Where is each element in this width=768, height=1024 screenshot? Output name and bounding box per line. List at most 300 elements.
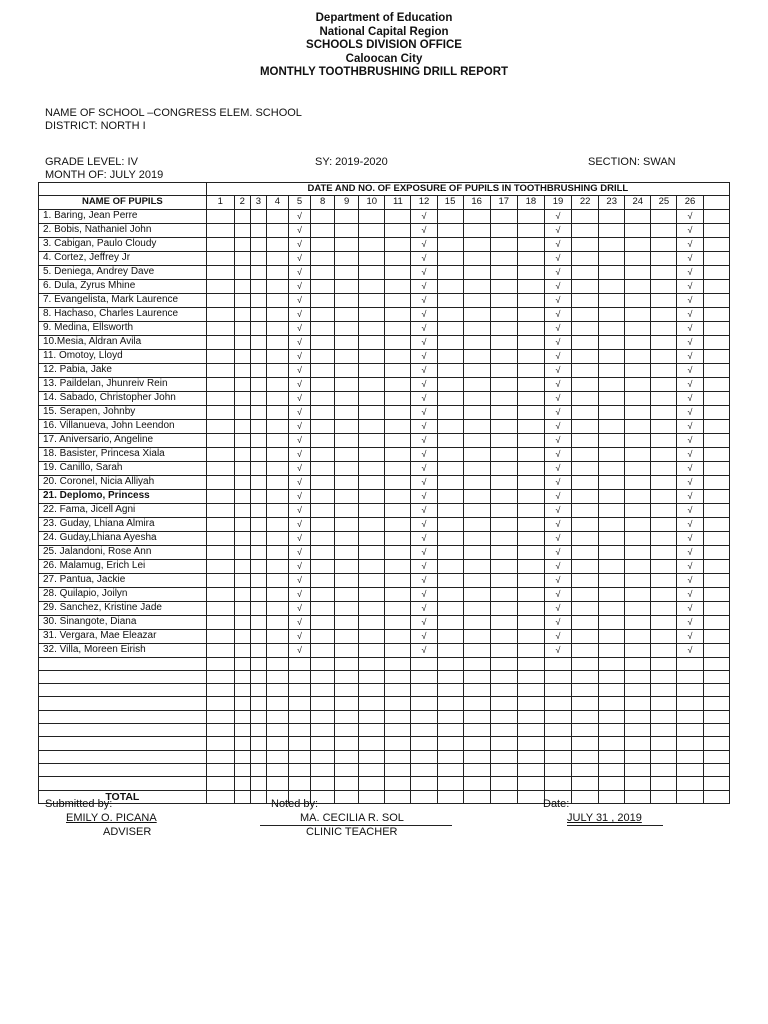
attendance-cell <box>625 419 651 433</box>
attendance-cell <box>544 265 571 279</box>
attendance-cell <box>266 293 288 307</box>
attendance-cell <box>250 447 266 461</box>
attendance-cell <box>677 405 703 419</box>
attendance-cell <box>266 517 288 531</box>
attendance-cell <box>266 724 288 737</box>
attendance-cell <box>250 545 266 559</box>
attendance-cell <box>411 279 437 293</box>
attendance-cell <box>651 615 677 629</box>
check-mark-icon: √ <box>421 546 427 557</box>
attendance-cell <box>463 321 490 335</box>
check-mark-icon: √ <box>555 308 561 319</box>
attendance-cell <box>335 573 359 587</box>
attendance-cell <box>206 503 234 517</box>
pupil-name: 29. Sanchez, Kristine Jade <box>39 601 207 615</box>
attendance-cell <box>288 321 310 335</box>
table-row <box>39 265 730 279</box>
attendance-cell <box>206 657 234 670</box>
attendance-cell <box>411 419 437 433</box>
attendance-cell <box>266 475 288 489</box>
attendance-cell <box>651 573 677 587</box>
attendance-cell <box>234 737 250 750</box>
attendance-cell <box>599 335 625 349</box>
attendance-cell <box>311 670 335 683</box>
pupil-name <box>39 777 207 790</box>
attendance-cell <box>266 615 288 629</box>
attendance-cell <box>677 517 703 531</box>
attendance-cell <box>651 237 677 251</box>
adviser-name: EMILY O. PICANA <box>66 812 157 824</box>
attendance-cell <box>517 710 544 723</box>
attendance-cell <box>359 447 385 461</box>
attendance-cell <box>206 790 234 803</box>
attendance-cell <box>703 391 729 405</box>
attendance-cell <box>234 790 250 803</box>
attendance-cell <box>490 710 517 723</box>
attendance-cell <box>677 724 703 737</box>
attendance-cell <box>311 391 335 405</box>
attendance-cell <box>572 587 599 601</box>
attendance-cell <box>572 737 599 750</box>
attendance-cell <box>234 447 250 461</box>
attendance-cell <box>250 265 266 279</box>
check-mark-icon: √ <box>555 546 561 557</box>
check-mark-icon: √ <box>555 560 561 571</box>
attendance-cell <box>250 601 266 615</box>
table-row <box>39 475 730 489</box>
attendance-cell <box>288 710 310 723</box>
attendance-cell <box>677 321 703 335</box>
attendance-cell <box>572 710 599 723</box>
attendance-cell <box>544 531 571 545</box>
attendance-cell <box>359 684 385 697</box>
pupil-name <box>39 657 207 670</box>
check-mark-icon: √ <box>555 518 561 529</box>
attendance-cell <box>437 293 463 307</box>
attendance-cell <box>677 377 703 391</box>
attendance-cell <box>572 601 599 615</box>
check-mark-icon: √ <box>687 392 693 403</box>
attendance-cell <box>572 559 599 573</box>
attendance-cell <box>490 419 517 433</box>
table-row <box>39 629 730 643</box>
check-mark-icon: √ <box>297 462 302 473</box>
attendance-cell <box>544 461 571 475</box>
attendance-cell <box>437 601 463 615</box>
attendance-cell <box>437 684 463 697</box>
attendance-cell <box>411 763 437 776</box>
attendance-cell <box>517 447 544 461</box>
check-mark-icon: √ <box>421 518 427 529</box>
attendance-cell <box>599 750 625 763</box>
attendance-cell <box>703 265 729 279</box>
attendance-cell <box>463 531 490 545</box>
attendance-cell <box>517 335 544 349</box>
check-mark-icon: √ <box>421 532 427 543</box>
table-row <box>39 405 730 419</box>
attendance-cell <box>437 710 463 723</box>
attendance-cell <box>677 489 703 503</box>
check-mark-icon: √ <box>555 644 561 655</box>
attendance-cell <box>411 307 437 321</box>
attendance-cell <box>599 697 625 710</box>
attendance-cell <box>677 209 703 223</box>
attendance-cell <box>411 405 437 419</box>
check-mark-icon: √ <box>555 336 561 347</box>
check-mark-icon: √ <box>421 434 427 445</box>
attendance-cell <box>544 643 571 657</box>
attendance-cell <box>311 363 335 377</box>
table-row <box>39 750 730 763</box>
attendance-cell <box>335 447 359 461</box>
attendance-cell <box>234 503 250 517</box>
attendance-cell <box>266 461 288 475</box>
attendance-cell <box>411 724 437 737</box>
attendance-cell <box>311 335 335 349</box>
attendance-cell <box>463 489 490 503</box>
attendance-cell <box>288 737 310 750</box>
attendance-cell <box>266 601 288 615</box>
attendance-cell <box>411 293 437 307</box>
attendance-cell <box>463 643 490 657</box>
attendance-cell <box>266 349 288 363</box>
attendance-cell <box>206 615 234 629</box>
attendance-cell <box>703 573 729 587</box>
attendance-cell <box>677 503 703 517</box>
check-mark-icon: √ <box>687 406 693 417</box>
attendance-cell <box>544 545 571 559</box>
attendance-cell <box>234 670 250 683</box>
attendance-cell <box>206 763 234 776</box>
attendance-cell <box>335 307 359 321</box>
attendance-cell <box>599 391 625 405</box>
attendance-cell <box>266 279 288 293</box>
attendance-cell <box>206 223 234 237</box>
check-mark-icon: √ <box>421 238 427 249</box>
attendance-cell <box>411 601 437 615</box>
attendance-cell <box>234 237 250 251</box>
attendance-cell <box>335 209 359 223</box>
check-mark-icon: √ <box>297 238 302 249</box>
attendance-cell <box>677 237 703 251</box>
attendance-cell <box>677 629 703 643</box>
attendance-cell <box>677 223 703 237</box>
attendance-cell <box>463 697 490 710</box>
pupil-name: 20. Coronel, Nicia Alliyah <box>39 475 207 489</box>
attendance-cell <box>544 209 571 223</box>
attendance-cell <box>463 559 490 573</box>
attendance-cell <box>517 321 544 335</box>
attendance-cell <box>599 790 625 803</box>
attendance-cell <box>490 697 517 710</box>
attendance-cell <box>250 559 266 573</box>
attendance-cell <box>517 433 544 447</box>
attendance-cell <box>490 573 517 587</box>
attendance-cell <box>651 475 677 489</box>
attendance-cell <box>385 447 411 461</box>
attendance-cell <box>359 405 385 419</box>
check-mark-icon: √ <box>555 420 561 431</box>
attendance-cell <box>599 223 625 237</box>
attendance-cell <box>335 724 359 737</box>
attendance-cell <box>335 545 359 559</box>
attendance-cell <box>335 710 359 723</box>
date-header: 19 <box>544 196 571 209</box>
attendance-cell <box>703 601 729 615</box>
attendance-cell <box>625 503 651 517</box>
attendance-cell <box>437 489 463 503</box>
attendance-cell <box>703 307 729 321</box>
attendance-cell <box>651 349 677 363</box>
check-mark-icon: √ <box>297 336 302 347</box>
attendance-cell <box>625 251 651 265</box>
attendance-cell <box>288 265 310 279</box>
attendance-cell <box>599 433 625 447</box>
attendance-cell <box>234 265 250 279</box>
attendance-cell <box>437 670 463 683</box>
attendance-cell <box>572 461 599 475</box>
attendance-cell <box>385 763 411 776</box>
attendance-cell <box>385 489 411 503</box>
pupil-name: 28. Quilapio, Joilyn <box>39 587 207 601</box>
attendance-cell <box>311 279 335 293</box>
attendance-cell <box>490 615 517 629</box>
attendance-cell <box>288 209 310 223</box>
attendance-cell <box>625 763 651 776</box>
attendance-cell <box>335 777 359 790</box>
attendance-cell <box>517 209 544 223</box>
attendance-cell <box>463 293 490 307</box>
attendance-cell <box>517 697 544 710</box>
attendance-cell <box>311 545 335 559</box>
table-row <box>39 377 730 391</box>
attendance-cell <box>490 670 517 683</box>
attendance-cell <box>599 531 625 545</box>
attendance-cell <box>234 724 250 737</box>
attendance-cell <box>359 643 385 657</box>
attendance-cell <box>544 321 571 335</box>
attendance-cell <box>463 405 490 419</box>
attendance-cell <box>437 223 463 237</box>
table-row <box>39 559 730 573</box>
attendance-cell <box>335 657 359 670</box>
attendance-cell <box>206 559 234 573</box>
table-row <box>39 777 730 790</box>
pupil-name: 31. Vergara, Mae Eleazar <box>39 629 207 643</box>
attendance-cell <box>288 503 310 517</box>
pupil-name: 17. Aniversario, Angeline <box>39 433 207 447</box>
attendance-cell <box>288 643 310 657</box>
check-mark-icon: √ <box>297 518 302 529</box>
check-mark-icon: √ <box>555 462 561 473</box>
attendance-cell <box>234 517 250 531</box>
header-division: SCHOOLS DIVISION OFFICE <box>306 39 462 51</box>
date-header: 25 <box>651 196 677 209</box>
attendance-cell <box>463 545 490 559</box>
attendance-cell <box>359 419 385 433</box>
attendance-cell <box>234 489 250 503</box>
date-header: 3 <box>250 196 266 209</box>
pupil-name: 13. Paildelan, Jhunreiv Rein <box>39 377 207 391</box>
attendance-cell <box>625 657 651 670</box>
attendance-cell <box>311 223 335 237</box>
attendance-cell <box>411 559 437 573</box>
clinic-teacher-title: CLINIC TEACHER <box>306 826 398 838</box>
attendance-cell <box>599 573 625 587</box>
attendance-cell <box>250 697 266 710</box>
attendance-cell <box>544 377 571 391</box>
attendance-cell <box>311 710 335 723</box>
attendance-cell <box>463 279 490 293</box>
pupil-name: 6. Dula, Zyrus Mhine <box>39 279 207 293</box>
attendance-cell <box>385 684 411 697</box>
attendance-cell <box>490 293 517 307</box>
attendance-cell <box>517 587 544 601</box>
attendance-cell <box>288 517 310 531</box>
attendance-cell <box>335 279 359 293</box>
attendance-cell <box>385 777 411 790</box>
attendance-cell <box>651 545 677 559</box>
attendance-cell <box>437 363 463 377</box>
attendance-cell <box>250 587 266 601</box>
attendance-cell <box>250 629 266 643</box>
table-row <box>39 601 730 615</box>
attendance-cell <box>599 237 625 251</box>
attendance-cell <box>517 223 544 237</box>
attendance-cell <box>206 475 234 489</box>
attendance-cell <box>385 293 411 307</box>
attendance-cell <box>677 293 703 307</box>
attendance-cell <box>463 615 490 629</box>
attendance-cell <box>288 335 310 349</box>
attendance-cell <box>703 724 729 737</box>
pupil-name: 8. Hachaso, Charles Laurence <box>39 307 207 321</box>
attendance-cell <box>703 545 729 559</box>
attendance-cell <box>311 615 335 629</box>
attendance-cell <box>599 265 625 279</box>
attendance-cell <box>437 545 463 559</box>
attendance-cell <box>463 573 490 587</box>
attendance-cell <box>206 601 234 615</box>
attendance-cell <box>359 321 385 335</box>
attendance-cell <box>625 321 651 335</box>
attendance-cell <box>572 670 599 683</box>
check-mark-icon: √ <box>687 224 693 235</box>
attendance-cell <box>359 279 385 293</box>
attendance-cell <box>651 251 677 265</box>
attendance-cell <box>463 601 490 615</box>
attendance-cell <box>266 307 288 321</box>
check-mark-icon: √ <box>555 378 561 389</box>
attendance-cell <box>385 251 411 265</box>
attendance-cell <box>599 377 625 391</box>
attendance-cell <box>703 615 729 629</box>
pupil-name: 1. Baring, Jean Perre <box>39 209 207 223</box>
date-header <box>703 196 729 209</box>
attendance-cell <box>517 237 544 251</box>
pupil-name: 27. Pantua, Jackie <box>39 573 207 587</box>
attendance-cell <box>288 724 310 737</box>
attendance-cell <box>572 503 599 517</box>
attendance-cell <box>359 293 385 307</box>
check-mark-icon: √ <box>421 574 427 585</box>
attendance-cell <box>359 710 385 723</box>
attendance-cell <box>463 433 490 447</box>
attendance-cell <box>411 737 437 750</box>
attendance-cell <box>206 587 234 601</box>
attendance-cell <box>572 643 599 657</box>
attendance-cell <box>359 335 385 349</box>
attendance-cell <box>651 377 677 391</box>
attendance-cell <box>411 433 437 447</box>
attendance-cell <box>411 461 437 475</box>
attendance-cell <box>266 710 288 723</box>
check-mark-icon: √ <box>555 448 561 459</box>
attendance-cell <box>599 251 625 265</box>
attendance-cell <box>266 377 288 391</box>
attendance-cell <box>517 461 544 475</box>
check-mark-icon: √ <box>687 546 693 557</box>
attendance-cell <box>335 531 359 545</box>
attendance-cell <box>311 750 335 763</box>
attendance-cell <box>703 433 729 447</box>
attendance-cell <box>411 377 437 391</box>
attendance-cell <box>359 209 385 223</box>
attendance-cell <box>651 643 677 657</box>
attendance-cell <box>234 475 250 489</box>
date-header: 5 <box>288 196 310 209</box>
attendance-cell <box>335 377 359 391</box>
attendance-cell <box>234 629 250 643</box>
check-mark-icon: √ <box>297 378 302 389</box>
attendance-cell <box>703 657 729 670</box>
attendance-cell <box>335 587 359 601</box>
table-row <box>39 684 730 697</box>
attendance-cell <box>544 419 571 433</box>
check-mark-icon: √ <box>297 350 302 361</box>
attendance-cell <box>651 279 677 293</box>
attendance-cell <box>250 531 266 545</box>
attendance-cell <box>599 670 625 683</box>
check-mark-icon: √ <box>687 238 693 249</box>
attendance-cell <box>437 377 463 391</box>
table-row <box>39 363 730 377</box>
attendance-cell <box>311 657 335 670</box>
attendance-cell <box>266 447 288 461</box>
attendance-cell <box>206 251 234 265</box>
attendance-cell <box>335 643 359 657</box>
attendance-cell <box>599 307 625 321</box>
attendance-cell <box>385 657 411 670</box>
check-mark-icon: √ <box>297 532 302 543</box>
attendance-cell <box>359 461 385 475</box>
attendance-cell <box>490 763 517 776</box>
attendance-cell <box>385 265 411 279</box>
check-mark-icon: √ <box>687 560 693 571</box>
attendance-cell <box>385 461 411 475</box>
attendance-cell <box>437 265 463 279</box>
check-mark-icon: √ <box>555 238 561 249</box>
attendance-cell <box>703 559 729 573</box>
school-name: NAME OF SCHOOL –CONGRESS ELEM. SCHOOL <box>45 107 302 119</box>
attendance-cell <box>677 307 703 321</box>
attendance-cell <box>311 377 335 391</box>
attendance-cell <box>572 433 599 447</box>
attendance-cell <box>266 321 288 335</box>
attendance-cell <box>517 629 544 643</box>
attendance-cell <box>411 265 437 279</box>
attendance-cell <box>311 559 335 573</box>
